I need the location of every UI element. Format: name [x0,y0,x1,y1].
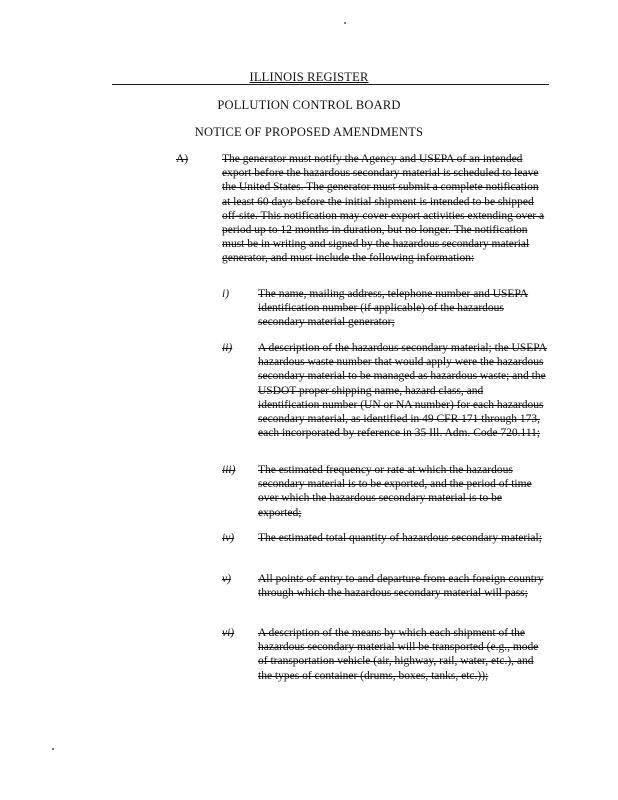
paragraph-a-text: The generator must notify the Agency and USEPA of an intended export before the hazardous secondary material is scheduled to leave the United States. The generator must submit a complete notification at least 60 days before the initial shipment is intended to be shipped off-site. This notification may cover export activities extending over a period up to 12 months in duration, but no longer. The notification must be in writing and signed by the hazardous secondary material generator, and must include the following information: [222,153,545,265]
list-item-i [222,287,547,330]
list-item-ii [222,341,547,440]
list-item-iii [222,463,547,520]
scan-speck [344,22,346,24]
list-item-text: The name, mailing address, telephone number and USEPA identification number (if applicable) of the hazardous secondary material generator; [258,288,529,329]
list-item-iv [222,531,547,545]
list-item-label: iii) [222,464,236,476]
list-item-text: A description of the hazardous secondary material; the USEPA hazardous waste number that would apply were the hazardous secondary material to be managed as hazardous waste; and the USDOT proper shipping name, hazard class, and identification number (UN or NA number) for each hazardous secondary material, as identified in 49 CFR 171 through 173, each incorporated by reference in 35 Ill. Adm. Code 720.111; [258,342,547,440]
board-name: POLLUTION CONTROL BOARD [217,98,401,112]
list-item-label: iv) [222,532,235,544]
list-item-text: A description of the means by which each shipment of the hazardous secondary material will be transported (e.g., mode of transportation vehicle (air, highway, rail, water, etc.), and the types of container (drums, boxes, tanks, etc.)); [258,627,539,682]
list-item-label: ii) [222,342,233,354]
list-item-text: The estimated frequency or rate at which the hazardous secondary material is to be exported, and the period of time over which the hazardous secondary material is to be exported; [258,464,532,519]
scan-speck [52,748,54,750]
register-title: ILLINOIS REGISTER [249,70,369,84]
list-item-v [222,572,547,600]
list-item-vi [222,626,547,683]
paragraph-a [176,152,546,266]
list-item-label: v) [222,573,231,585]
list-item-label: i) [222,288,230,300]
list-item-text: All points of entry to and departure from each foreign country through which the hazardous secondary material will pass; [258,573,544,600]
list-item-text: The estimated total quantity of hazardous secondary material; [258,532,542,544]
list-item-label: vi) [222,627,235,639]
paragraph-a-label: A) [176,153,189,165]
notice-heading: NOTICE OF PROPOSED AMENDMENTS [194,125,424,139]
